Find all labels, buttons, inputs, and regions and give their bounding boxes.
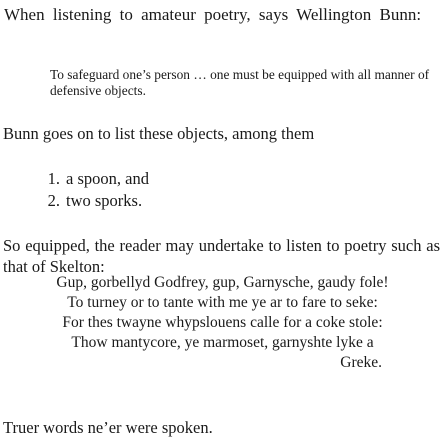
list-item-number: 2.: [47, 191, 60, 210]
intro-paragraph: When listening to amateur poetry, says Wellington Bunn:: [4, 5, 422, 24]
list-intro-paragraph: Bunn goes on to list these objects, among them: [3, 124, 315, 143]
poem-line-continuation: Greke.: [340, 354, 382, 371]
list-item-text: two sporks.: [66, 191, 143, 210]
poem-line: For thes twayne whypslouens calle for a coke stole:: [62, 314, 383, 331]
block-quote: To safeguard one’s person … one must be equipped with all manner of defensive objects.: [50, 67, 430, 98]
closing-paragraph: Truer words ne’er were spoken.: [3, 418, 213, 437]
poem-line: To turney or to tante with me ye ar to fare to seke:: [67, 294, 378, 311]
list-item: [38, 190, 149, 212]
list-item-text: a spoon, and: [66, 169, 149, 188]
poem-verse: [0, 273, 445, 373]
list-item: [38, 168, 149, 190]
equipped-paragraph: So equipped, the reader may undertake to listen to poetry such as that of Skelton:: [3, 236, 440, 276]
objects-list: [38, 168, 149, 212]
poem-line: Gup, gorbellyd Godfrey, gup, Garnysche, gaudy fole!: [56, 274, 389, 291]
list-item-number: 1.: [47, 169, 60, 188]
poem-line: Thow mantycore, ye marmoset, garnyshte lyke a: [71, 334, 374, 351]
